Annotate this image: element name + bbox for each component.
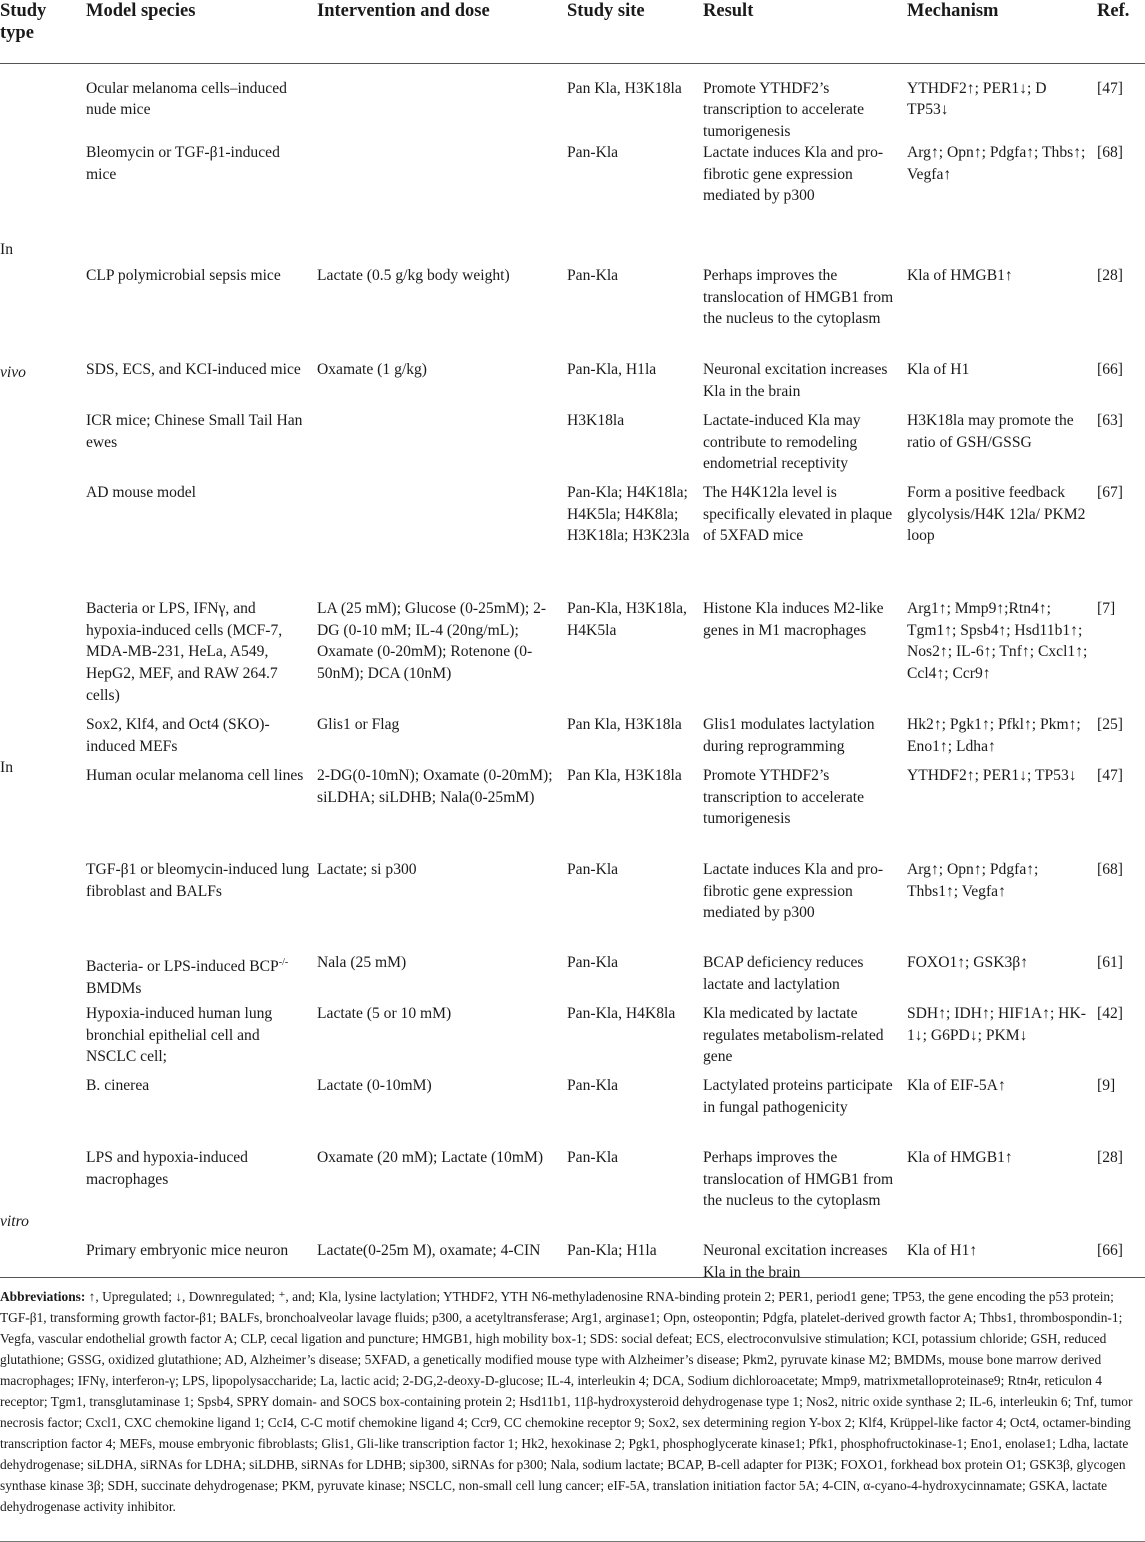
row-study-site: Pan-Kla [567, 1149, 619, 1167]
row-ref: [68] [1097, 861, 1123, 879]
row-model-species: Bacteria or LPS, IFNγ, and hypoxia-induced cells (MCF-7, MDA-MB-231, HeLa, A549, HepG2, MEF, and RAW 264.7 cells) [86, 600, 283, 704]
row-result: Histone Kla induces M2-like genes in M1 macrophages [703, 600, 884, 639]
row-ref: [47] [1097, 79, 1123, 97]
row-intervention: Nala (25 mM) [317, 954, 407, 972]
row-intervention: Lactate(0-25m M), oxamate; 4-CIN [317, 1242, 541, 1260]
row-result: Neuronal excitation increases Kla in the brain [703, 1242, 888, 1281]
row-study-site: Pan-Kla [567, 1077, 619, 1095]
table-row [0, 952, 1145, 1003]
row-result: Perhaps improves the translocation of HMGB1 from the nucleus to the cytoplasm [703, 1149, 894, 1210]
row-ref: [67] [1097, 484, 1123, 502]
row-mechanism: Kla of H1 [907, 361, 970, 379]
row-study-site: Pan Kla, H3K18la [567, 79, 682, 97]
row-mechanism: FOXO1↑; GSK3β↑ [907, 954, 1029, 972]
row-mechanism: Kla of EIF-5A↑ [907, 1077, 1006, 1095]
row-result: Lactate-induced Kla may contribute to remodeling endometrial receptivity [703, 412, 861, 473]
header-intervention: Intervention and dose [317, 1, 490, 21]
row-ref: [66] [1097, 1242, 1123, 1260]
row-result: Promote YTHDF2’s transcription to accelerate tumorigenesis [703, 79, 865, 140]
row-model-species: Sox2, Klf4, and Oct4 (SKO)-induced MEFs [86, 716, 270, 755]
header-mechanism: Mechanism [907, 1, 999, 21]
row-ref: [47] [1097, 767, 1123, 785]
header-result: Result [703, 1, 754, 21]
row-intervention [317, 410, 567, 482]
row-mechanism: Kla of HMGB1↑ [907, 1149, 1013, 1167]
row-mechanism: Arg↑; Opn↑; Pdgfa↑; Thbs↑; Vegfa↑ [907, 144, 1086, 183]
row-study-site: Pan-Kla; H1la [567, 1242, 657, 1260]
header-ref: Ref. [1097, 1, 1130, 21]
table-row [0, 1003, 1145, 1075]
table-row [0, 1075, 1145, 1147]
row-intervention: LA (25 mM); Glucose (0-25mM); 2-DG (0-10 mM; IL-4 (20ng/mL); Oxamate (0-20mM); Rotenone (0-50nM); DCA (10nM) [317, 600, 547, 683]
table-row [0, 598, 1145, 714]
row-result: Lactate induces Kla and pro-fibrotic gene expression mediated by p300 [703, 861, 884, 922]
row-intervention: Oxamate (1 g/kg) [317, 361, 427, 379]
row-result: BCAP deficiency reduces lactate and lactylation [703, 954, 864, 993]
table-row [0, 482, 1145, 598]
row-intervention [317, 142, 567, 265]
row-intervention: 2-DG(0-10mN); Oxamate (0-20mM); siLDHA; siLDHB; Nala(0-25mM) [317, 767, 553, 806]
row-intervention [317, 482, 567, 598]
row-ref: [63] [1097, 412, 1123, 430]
row-intervention: Glis1 or Flag [317, 716, 400, 734]
footnote-text: ↑, Upregulated; ↓, Downregulated; ⁺, and; Kla, lysine lactylation; YTHDF2, YTH N6-methyladenosine RNA-binding protein 2; PER1, period1 gene; TP53, the gene encoding the p53 protein; TGF-β1, transforming growth factor-β1; BALFs, bronchoalveolar lavage fluids; p300, a acetyltransferase; Arg1, arginase1; Opn, osteopontin; Pdgfa, platelet-derived growth factor A; Thbs1, thrombospondin-1; Vegfa, vascular endothelial growth factor A; CLP, cecal ligation and puncture; HMGB1, high mobility box-1; SDS: social defeat; ECS, electroconvulsive stimulation; KCI, potassium chloride; GSH, reduced glutathione; GSSG, oxidized glutathione; AD, Alzheimer’s disease; 5XFAD, a genetically modified mouse type with Alzheimer’s disease; Pkm2, pyruvate kinase M2; BMDMs, mouse bone marrow derived macrophages; IFNγ, interferon-γ; LPS, lipopolysaccharide; La, lactic acid; 2-DG,2-deoxy-D-glucose; IL-4, interleukin 4; DCA, Sodium dichloroacetate; Mmp9, matrixmetalloproteinase9; Rtn4r, reticulon 4 receptor; Tgm1, transglutaminase 1; Spsb4, SPRY domain- and SOCS box-containing protein 2; Hsd11b1, 11β-hydroxysteroid dehydrogenase type 1; Nos2, nitric oxide synthase 2; IL-6, interleukin 6; Tnf, tumor necrosis factor; Cxcl1, CXC chemokine ligand 1; CcI4, C-C motif chemokine ligand 4; Ccr9, CC chemokine receptor 9; Sox2, sex determining region Y-box 2; Klf4, Krüppel-like factor 4; Oct4, octamer-binding transcription factor 4; MEFs, mouse embryonic fibroblasts; Glis1, Gli-like transcription factor 1; Hk2, hexokinase 2; Pgk1, phosphoglycerate kinase1; Pfk1, phosphofructokinase-1; Eno1, enolase1; Ldha, lactate dehydrogenase; siLDHA, siRNAs for LDHA; siLDHB, siRNAs for LDHB; sip300, siRNAs for p300; Nala, sodium lactate; BCAP, B-cell adapter for PI3K; FOXO1, forkhead box protein O1; GSK3β, glycogen synthase kinase 3β; SDH, succinate dehydrogenase; PKM, pyruvate kinase; NSCLC, non-small cell lung cancer; eIF-5A, translation initiation factor 5A; 4-CIN, α-cyano-4-hydroxycinnamate; GSKA, lactate dehydrogenase activity inhibitor. [0, 1289, 1133, 1514]
row-result: Promote YTHDF2’s transcription to accelerate tumorigenesis [703, 767, 865, 828]
row-study-site: Pan-Kla, H3K18la, H4K5la [567, 600, 687, 639]
abbreviations-footnote [0, 1277, 1145, 1517]
row-model-species: Primary embryonic mice neuron [86, 1242, 289, 1260]
model-text: Bacteria- or LPS-induced BCP [86, 958, 279, 976]
row-model-species: TGF-β1 or bleomycin-induced lung fibroblast and BALFs [86, 861, 310, 900]
row-result: Glis1 modulates lactylation during reprogramming [703, 716, 875, 755]
header-study-site: Study site [567, 1, 645, 21]
header-model-species: Model species [86, 1, 196, 21]
row-intervention: Lactate; si p300 [317, 861, 417, 879]
row-model-species: Hypoxia-induced human lung bronchial epithelial cell and NSCLC cell; [86, 1005, 273, 1066]
study-type-column [0, 63, 86, 1289]
row-ref: [42] [1097, 1005, 1123, 1023]
row-ref: [9] [1097, 1077, 1116, 1095]
row-mechanism: Kla of H1↑ [907, 1242, 978, 1260]
row-mechanism: SDH↑; IDH↑; HIF1A↑; HK-1↓; G6PD↓; PKM↓ [907, 1005, 1086, 1044]
row-study-site: Pan-Kla [567, 954, 619, 972]
row-study-site: Pan-Kla, H4K8la [567, 1005, 676, 1023]
table-row [0, 63, 1145, 142]
study-type-label: In [0, 758, 13, 776]
row-study-site: H3K18la [567, 412, 625, 430]
table-row [0, 410, 1145, 482]
row-study-site: Pan Kla, H3K18la [567, 716, 682, 734]
row-mechanism: YTHDF2↑; PER1↓; D TP53↓ [907, 79, 1047, 119]
row-study-site: Pan Kla, H3K18la [567, 767, 682, 785]
row-result: Neuronal excitation increases Kla in the brain [703, 361, 888, 400]
row-study-site: Pan-Kla, H1la [567, 361, 657, 379]
row-mechanism: Arg↑; Opn↑; Pdgfa↑; Thbs1↑; Vegfa↑ [907, 861, 1039, 900]
row-ref: [66] [1097, 361, 1123, 379]
row-model-species: CLP polymicrobial sepsis mice [86, 267, 281, 285]
row-study-site: Pan-Kla [567, 267, 619, 285]
row-result: Kla medicated by lactate regulates metabolism-related gene [703, 1005, 884, 1066]
row-ref: [7] [1097, 600, 1116, 618]
row-mechanism: Form a positive feedback glycolysis/H4K 12la/ PKM2 loop [907, 484, 1086, 545]
row-ref: [61] [1097, 954, 1123, 972]
study-type-label: vivo [0, 363, 26, 381]
row-intervention: Lactate (5 or 10 mM) [317, 1005, 452, 1023]
row-model-species [86, 952, 317, 1003]
model-superscript: -/- [278, 957, 289, 969]
row-mechanism: Hk2↑; Pgk1↑; Pfkl↑; Pkm↑; Eno1↑; Ldha↑ [907, 716, 1081, 755]
row-intervention [317, 63, 567, 142]
table-row [0, 142, 1145, 265]
row-ref: [68] [1097, 144, 1123, 162]
row-result: Perhaps improves the translocation of HMGB1 from the nucleus to the cytoplasm [703, 267, 894, 328]
row-mechanism: YTHDF2↑; PER1↓; TP53↓ [907, 767, 1077, 785]
model-text-suffix: BMDMs [86, 980, 142, 998]
table-row [0, 1147, 1145, 1240]
table-row [0, 714, 1145, 765]
row-ref: [28] [1097, 1149, 1123, 1167]
row-study-site: Pan-Kla [567, 861, 619, 879]
study-type-label: In [0, 240, 13, 258]
row-mechanism: H3K18la may promote the ratio of GSH/GSSG [907, 412, 1074, 451]
row-result: The H4K12la level is specifically elevated in plaque of 5XFAD mice [703, 484, 893, 545]
row-intervention: Lactate (0.5 g/kg body weight) [317, 267, 510, 285]
row-model-species: Bleomycin or TGF-β1-induced mice [86, 144, 280, 183]
row-model-species: LPS and hypoxia-induced macrophages [86, 1149, 248, 1188]
header-study-type: Study type [0, 1, 47, 43]
table-row [0, 765, 1145, 859]
row-model-species: Human ocular melanoma cell lines [86, 767, 304, 785]
row-study-site: Pan-Kla [567, 144, 619, 162]
row-ref: [28] [1097, 267, 1123, 285]
row-ref: [25] [1097, 716, 1123, 734]
row-model-species: B. cinerea [86, 1077, 150, 1095]
row-intervention: Oxamate (20 mM); Lactate (10mM) [317, 1149, 544, 1167]
table-row [0, 265, 1145, 359]
row-mechanism: Kla of HMGB1↑ [907, 267, 1013, 285]
row-intervention: Lactate (0-10mM) [317, 1077, 432, 1095]
row-result: Lactylated proteins participate in fungal pathogenicity [703, 1077, 893, 1116]
row-study-site: Pan-Kla; H4K18la; H4K5la; H4K8la; H3K18la; H3K23la [567, 484, 690, 545]
row-model-species: AD mouse model [86, 484, 197, 502]
study-type-label: vitro [0, 1212, 29, 1230]
table-header-row [0, 0, 1145, 63]
row-mechanism: Arg1↑; Mmp9↑;Rtn4↑; Tgm1↑; Spsb4↑; Hsd11b1↑; Nos2↑; IL-6↑; Tnf↑; Cxcl1↑; Ccl4↑; Ccr9↑ [907, 600, 1088, 683]
table-row [0, 859, 1145, 952]
row-result: Lactate induces Kla and pro-fibrotic gene expression mediated by p300 [703, 144, 884, 205]
table-row [0, 359, 1145, 410]
row-model-species: ICR mice; Chinese Small Tail Han ewes [86, 412, 303, 451]
row-model-species: SDS, ECS, and KCI-induced mice [86, 361, 301, 379]
row-model-species: Ocular melanoma cells–induced nude mice [86, 79, 287, 119]
footnote-label: Abbreviations: [0, 1289, 86, 1304]
